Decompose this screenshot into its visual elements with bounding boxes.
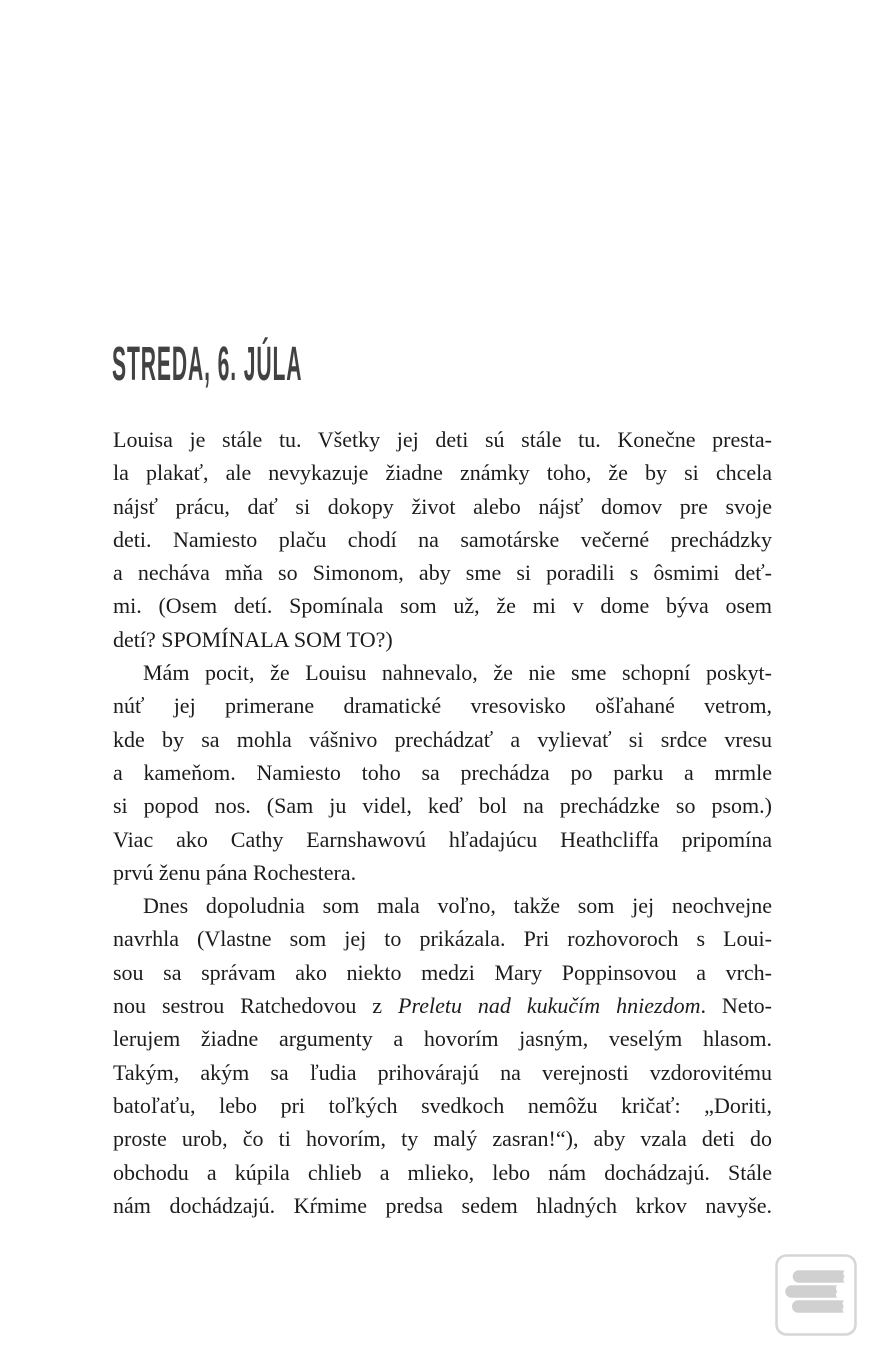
text-line: deti. Namiesto plaču chodí na samotárske večerné prechádzky	[113, 526, 772, 552]
page-body-text	[113, 423, 772, 1222]
text-line: mi. (Osem detí. Spomínala som už, že mi v dome býva osem	[113, 593, 772, 619]
text-line: detí? SPOMÍNALA SOM TO?)	[113, 626, 393, 652]
text-line: nájsť prácu, dať si dokopy život alebo nájsť domov pre svoje	[113, 493, 772, 519]
book-spine-shape-middle	[785, 1285, 837, 1298]
text-line: navrhla (Vlastne som jej to prikázala. Pri rozhovoroch s Loui-	[113, 926, 772, 952]
text-line: kde by sa mohla vášnivo prechádzať a vylievať si srdce vresu	[113, 726, 772, 752]
text-line: núť jej primerane dramatické vresovisko ošľahané vetrom,	[113, 693, 772, 719]
text-line: a kameňom. Namiesto toho sa prechádza po parku a mrmle	[113, 759, 772, 785]
stacked-books-svg	[775, 1254, 857, 1336]
text-line: Takým, akým sa ľudia prihovárajú na verejnosti vzdorovitému	[113, 1059, 772, 1085]
text-line	[113, 989, 772, 1022]
text-segment: nou sestrou Ratchedovou z	[113, 993, 399, 1019]
text-segment: . Neto-	[700, 993, 773, 1019]
paragraph	[113, 423, 772, 656]
chapter-heading: STREDA, 6. JÚLA	[112, 338, 303, 391]
text-line: batoľaťu, lebo pri toľkých svedkoch nemôžu kričať: „Doriti,	[113, 1092, 772, 1118]
text-line: a necháva mňa so Simonom, aby sme si poradili s ôsmimi deť-	[113, 560, 772, 586]
text-line: Mám pocit, že Louisu nahnevalo, že nie sme schopní poskyt-	[143, 660, 772, 686]
text-line: sou sa správam ako niekto medzi Mary Poppinsovou a vrch-	[113, 959, 772, 985]
stacked-books-icon	[775, 1254, 857, 1336]
text-line: la plakať, ale nevykazuje žiadne známky toho, že by si chcela	[113, 460, 772, 486]
text-line: lerujem žiadne argumenty a hovorím jasným, veselým hlasom.	[113, 1026, 772, 1052]
text-line: nám dochádzajú. Kŕmime predsa sedem hladných krkov navyše.	[113, 1192, 772, 1218]
paragraph	[113, 889, 772, 1222]
text-line: proste urob, čo ti hovorím, ty malý zasran!“), aby vzala deti do	[113, 1126, 772, 1152]
text-line: si popod nos. (Sam ju videl, keď bol na prechádzke so psom.)	[113, 793, 772, 819]
book-spine-shape-bottom	[792, 1300, 844, 1313]
text-line: Louisa je stále tu. Všetky jej deti sú stále tu. Konečne presta-	[113, 427, 772, 452]
text-line: prvú ženu pána Rochestera.	[113, 859, 357, 885]
paragraph	[113, 656, 772, 889]
text-line: Viac ako Cathy Earnshawovú hľadajúcu Heathcliffa pripomína	[113, 826, 772, 852]
book-spine-shape-top	[793, 1270, 845, 1283]
text-line: Dnes dopoludnia som mala voľno, takže som jej neochvejne	[143, 893, 772, 919]
book-title-italic: Preletu nad kukučím hniezdom	[398, 993, 701, 1019]
text-line: obchodu a kúpila chlieb a mlieko, lebo nám dochádzajú. Stále	[113, 1159, 772, 1185]
